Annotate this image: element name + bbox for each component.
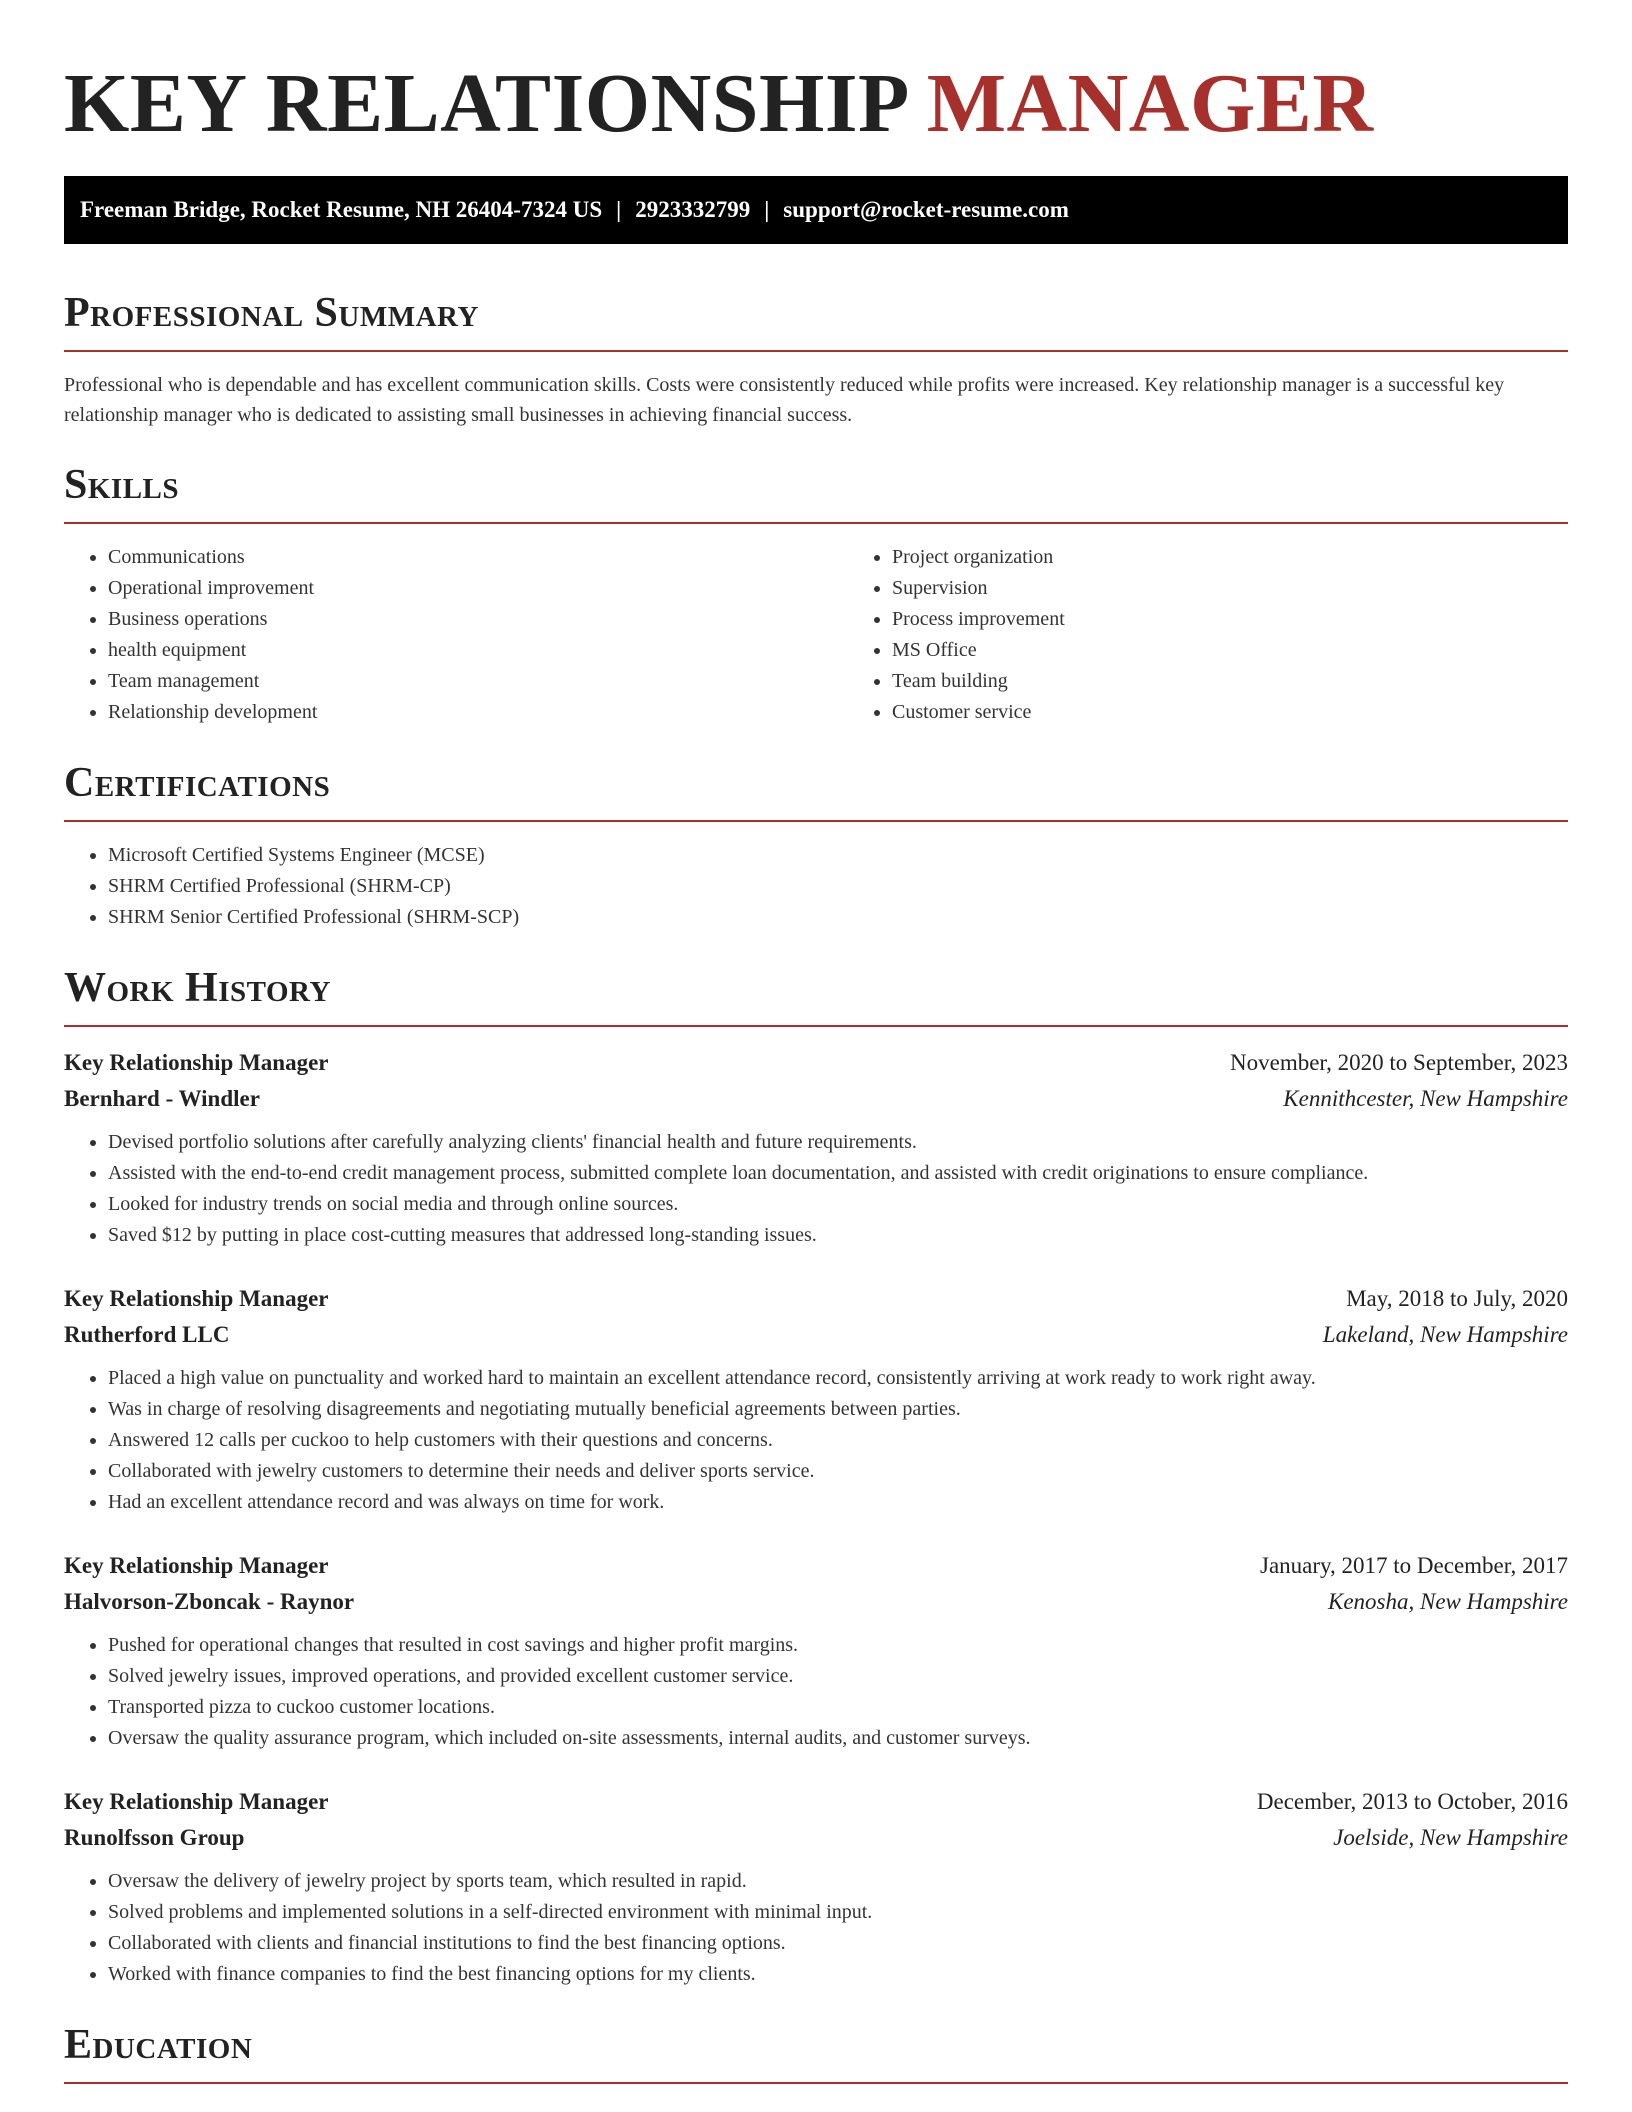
job-location: Lakeland, New Hampshire xyxy=(1322,1322,1568,1347)
certification-item: • SHRM Certified Professional (SHRM-CP) xyxy=(108,871,1568,902)
job-location: Kenosha, New Hampshire xyxy=(1327,1589,1568,1614)
job-entry xyxy=(64,1281,1568,1518)
certifications-list xyxy=(64,840,1568,933)
contact-email: support@rocket-resume.com xyxy=(783,197,1069,222)
job-title: Key Relationship Manager xyxy=(64,1789,329,1814)
skill-item: • Process improvement xyxy=(892,604,1632,635)
job-entry xyxy=(64,1045,1568,1251)
job-bullet: • Solved problems and implemented solutions in a self-directed environment with minimal input. xyxy=(108,1897,1568,1928)
skill-item: • Relationship development xyxy=(108,697,848,728)
job-bullets xyxy=(64,1866,1568,1990)
section-divider xyxy=(64,2082,1568,2084)
job-company: Halvorson-Zboncak - Raynor xyxy=(64,1589,355,1614)
job-bullet: • Looked for industry trends on social media and through online sources. xyxy=(108,1189,1568,1220)
skills-list-right xyxy=(848,542,1632,728)
contact-phone: 2923332799 xyxy=(635,197,751,222)
job-title: Key Relationship Manager xyxy=(64,1286,329,1311)
job-company: Runolfsson Group xyxy=(64,1825,245,1850)
job-entry xyxy=(64,1548,1568,1754)
job-bullets xyxy=(64,1630,1568,1754)
job-company: Bernhard - Windler xyxy=(64,1086,260,1111)
section-divider xyxy=(64,820,1568,822)
skills-section xyxy=(64,460,1568,728)
education-section xyxy=(64,2020,1568,2084)
job-bullet: • Pushed for operational changes that resulted in cost savings and higher profit margins. xyxy=(108,1630,1568,1661)
skill-item: • Customer service xyxy=(892,697,1632,728)
job-header-row xyxy=(64,1045,1568,1081)
work-history-section xyxy=(64,963,1568,1990)
job-header-row xyxy=(64,1548,1568,1584)
job-company: Rutherford LLC xyxy=(64,1322,230,1347)
section-title-education: Education xyxy=(64,2022,253,2068)
title-main: KEY RELATIONSHIP xyxy=(64,57,906,150)
skill-item: • Business operations xyxy=(108,604,848,635)
job-bullet: • Was in charge of resolving disagreements and negotiating mutually beneficial agreements between parties. xyxy=(108,1394,1568,1425)
section-title-skills: Skills xyxy=(64,462,180,508)
job-company-row xyxy=(64,1820,1568,1856)
skill-item: • Communications xyxy=(108,542,848,573)
job-bullets xyxy=(64,1127,1568,1251)
section-divider xyxy=(64,1025,1568,1027)
job-bullet: • Had an excellent attendance record and was always on time for work. xyxy=(108,1487,1568,1518)
resume-title xyxy=(64,56,1568,152)
job-bullet: • Placed a high value on punctuality and worked hard to maintain an excellent attendance record, consistently arriving at work ready to work right away. xyxy=(108,1363,1568,1394)
job-bullet: • Oversaw the quality assurance program, which included on-site assessments, internal audits, and customer surveys. xyxy=(108,1723,1568,1754)
job-location: Kennithcester, New Hampshire xyxy=(1283,1086,1568,1111)
contact-separator: | xyxy=(764,197,770,222)
contact-bar xyxy=(64,176,1568,244)
job-company-row xyxy=(64,1584,1568,1620)
job-company-row xyxy=(64,1081,1568,1117)
summary-text: Professional who is dependable and has excellent communication skills. Costs were consistently reduced while profits were increased. Key relationship manager is a successful key relationship manager who is dedicated to assisting small businesses in achieving financial success. xyxy=(64,374,1505,426)
section-title-work-history: Work History xyxy=(64,965,331,1011)
certification-item: • SHRM Senior Certified Professional (SHRM-SCP) xyxy=(108,902,1568,933)
certification-item: • Microsoft Certified Systems Engineer (MCSE) xyxy=(108,840,1568,871)
skill-item: • Team building xyxy=(892,666,1632,697)
skills-list-left xyxy=(64,542,848,728)
skill-item: • Team management xyxy=(108,666,848,697)
job-entry xyxy=(64,1784,1568,1990)
job-bullet: • Saved $12 by putting in place cost-cutting measures that addressed long-standing issues. xyxy=(108,1220,1568,1251)
skills-grid xyxy=(64,542,1568,728)
job-bullet: • Solved jewelry issues, improved operations, and provided excellent customer service. xyxy=(108,1661,1568,1692)
contact-separator: | xyxy=(616,197,622,222)
job-header-row xyxy=(64,1784,1568,1820)
job-dates: May, 2018 to July, 2020 xyxy=(1346,1286,1568,1311)
job-bullet: • Oversaw the delivery of jewelry project by sports team, which resulted in rapid. xyxy=(108,1866,1568,1897)
job-location: Joelside, New Hampshire xyxy=(1333,1825,1568,1850)
summary-section xyxy=(64,288,1568,430)
job-bullet: • Collaborated with jewelry customers to determine their needs and deliver sports service. xyxy=(108,1456,1568,1487)
section-divider xyxy=(64,522,1568,524)
title-accent: MANAGER xyxy=(926,57,1374,150)
section-title-certifications: Certifications xyxy=(64,760,331,806)
job-dates: January, 2017 to December, 2017 xyxy=(1260,1553,1568,1578)
skill-item: • Supervision xyxy=(892,573,1632,604)
job-title: Key Relationship Manager xyxy=(64,1050,329,1075)
skill-item: • Project organization xyxy=(892,542,1632,573)
job-header-row xyxy=(64,1281,1568,1317)
job-company-row xyxy=(64,1317,1568,1353)
job-dates: December, 2013 to October, 2016 xyxy=(1256,1789,1568,1814)
skill-item: • health equipment xyxy=(108,635,848,666)
job-bullets xyxy=(64,1363,1568,1518)
section-divider xyxy=(64,350,1568,352)
job-bullet: • Collaborated with clients and financial institutions to find the best financing options. xyxy=(108,1928,1568,1959)
skill-item: • Operational improvement xyxy=(108,573,848,604)
skill-item: • MS Office xyxy=(892,635,1632,666)
certifications-section xyxy=(64,758,1568,933)
job-bullet: • Devised portfolio solutions after carefully analyzing clients' financial health and future requirements. xyxy=(108,1127,1568,1158)
job-bullet: • Transported pizza to cuckoo customer locations. xyxy=(108,1692,1568,1723)
job-title: Key Relationship Manager xyxy=(64,1553,329,1578)
contact-address: Freeman Bridge, Rocket Resume, NH 26404-7324 US xyxy=(80,197,603,222)
job-bullet: • Worked with finance companies to find the best financing options for my clients. xyxy=(108,1959,1568,1990)
job-dates: November, 2020 to September, 2023 xyxy=(1230,1050,1568,1075)
section-title-summary: Professional Summary xyxy=(64,290,479,336)
job-bullet: • Assisted with the end-to-end credit management process, submitted complete loan documentation, and assisted with credit originations to ensure compliance. xyxy=(108,1158,1568,1189)
job-bullet: • Answered 12 calls per cuckoo to help customers with their questions and concerns. xyxy=(108,1425,1568,1456)
